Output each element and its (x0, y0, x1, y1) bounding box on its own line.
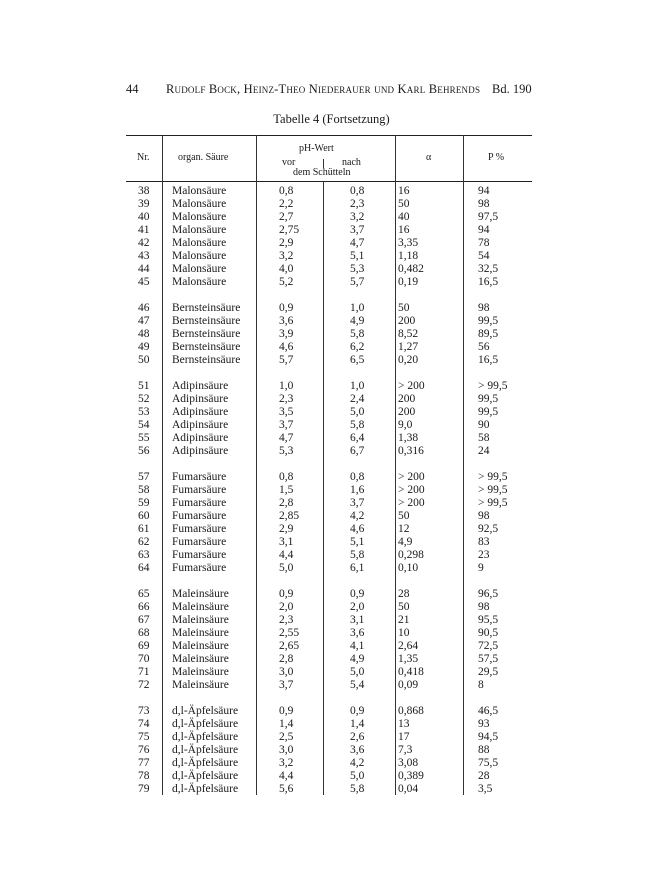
p-cell: 95,5 (478, 614, 499, 626)
ph-nach-cell: 5,1 (350, 250, 365, 262)
alpha-cell: 17 (398, 731, 410, 743)
alpha-cell: 0,19 (398, 276, 419, 288)
header-ph-group: pH-Wert (299, 143, 334, 154)
number-cell: 43 (138, 250, 150, 262)
ph-nach-cell: 3,6 (350, 744, 365, 756)
ph-vor-cell: 2,2 (279, 198, 294, 210)
ph-vor-cell: 0,9 (279, 588, 294, 600)
p-cell: 96,5 (478, 588, 499, 600)
acid-cell: Malonsäure (172, 237, 227, 249)
header-p: P % (488, 152, 505, 163)
alpha-cell: 16 (398, 224, 410, 236)
page-number: 44 (126, 82, 139, 96)
acid-cell: Fumarsäure (172, 536, 227, 548)
ph-nach-cell: 5,0 (350, 406, 365, 418)
number-cell: 56 (138, 445, 150, 457)
ph-nach-cell: 3,1 (350, 614, 365, 626)
acid-cell: d,l-Äpfelsäure (172, 718, 239, 730)
p-cell: 58 (478, 432, 490, 444)
p-cell: 83 (478, 536, 490, 548)
volume-label: Bd. 190 (492, 82, 532, 96)
p-cell: 99,5 (478, 393, 499, 405)
header-nr: Nr. (137, 152, 150, 163)
ph-vor-cell: 3,7 (279, 419, 294, 431)
alpha-cell: 0,20 (398, 354, 419, 366)
ph-nach-cell: 5,7 (350, 276, 365, 288)
alpha-cell: 0,418 (398, 666, 424, 678)
ph-nach-cell: 3,7 (350, 497, 365, 509)
number-cell: 66 (138, 601, 150, 613)
p-cell: 16,5 (478, 354, 499, 366)
p-cell: 99,5 (478, 406, 499, 418)
alpha-cell: 3,35 (398, 237, 419, 249)
p-cell: > 99,5 (478, 497, 508, 509)
acid-cell: Maleinsäure (172, 588, 229, 600)
alpha-cell: 13 (398, 718, 410, 730)
ph-vor-cell: 3,2 (279, 250, 294, 262)
acid-cell: Fumarsäure (172, 484, 227, 496)
number-cell: 79 (138, 783, 150, 795)
number-cell: 40 (138, 211, 150, 223)
number-cell: 69 (138, 640, 150, 652)
acid-cell: Adipinsäure (172, 419, 229, 431)
alpha-cell: 10 (398, 627, 410, 639)
number-cell: 52 (138, 393, 150, 405)
ph-vor-cell: 5,6 (279, 783, 294, 795)
ph-vor-cell: 1,0 (279, 380, 294, 392)
ph-nach-cell: 5,8 (350, 419, 365, 431)
number-cell: 41 (138, 224, 150, 236)
alpha-cell: > 200 (398, 380, 425, 392)
p-cell: 97,5 (478, 211, 499, 223)
alpha-cell: 9,0 (398, 419, 413, 431)
alpha-cell: 200 (398, 406, 416, 418)
column-divider (256, 135, 257, 795)
ph-vor-cell: 2,85 (279, 510, 300, 522)
p-cell: 28 (478, 770, 490, 782)
ph-vor-cell: 2,8 (279, 653, 294, 665)
acid-cell: Bernsteinsäure (172, 354, 241, 366)
alpha-cell: 50 (398, 601, 410, 613)
number-cell: 74 (138, 718, 150, 730)
p-cell: 89,5 (478, 328, 499, 340)
number-cell: 65 (138, 588, 150, 600)
ph-nach-cell: 3,6 (350, 627, 365, 639)
p-cell: 75,5 (478, 757, 499, 769)
number-cell: 38 (138, 185, 150, 197)
number-cell: 70 (138, 653, 150, 665)
number-cell: 68 (138, 627, 150, 639)
p-cell: 3,5 (478, 783, 493, 795)
number-cell: 67 (138, 614, 150, 626)
acid-cell: Maleinsäure (172, 679, 229, 691)
p-cell: 98 (478, 302, 490, 314)
ph-nach-cell: 6,5 (350, 354, 365, 366)
number-cell: 71 (138, 666, 150, 678)
p-cell: 23 (478, 549, 490, 561)
p-cell: 54 (478, 250, 490, 262)
header-acid: organ. Säure (178, 152, 229, 163)
ph-nach-cell: 6,1 (350, 562, 365, 574)
p-cell: 90,5 (478, 627, 499, 639)
acid-cell: Maleinsäure (172, 627, 229, 639)
number-cell: 54 (138, 419, 150, 431)
acid-cell: d,l-Äpfelsäure (172, 705, 239, 717)
acid-cell: Malonsäure (172, 185, 227, 197)
ph-vor-cell: 2,0 (279, 601, 294, 613)
alpha-cell: 0,298 (398, 549, 424, 561)
acid-cell: Malonsäure (172, 263, 227, 275)
number-cell: 53 (138, 406, 150, 418)
ph-nach-cell: 6,2 (350, 341, 365, 353)
ph-vor-cell: 2,3 (279, 393, 294, 405)
alpha-cell: 3,08 (398, 757, 419, 769)
number-cell: 62 (138, 536, 150, 548)
acid-cell: Malonsäure (172, 198, 227, 210)
number-cell: 57 (138, 471, 150, 483)
p-cell: 24 (478, 445, 490, 457)
alpha-cell: 0,04 (398, 783, 419, 795)
column-divider (395, 135, 396, 795)
ph-vor-cell: 2,3 (279, 614, 294, 626)
alpha-cell: 0,316 (398, 445, 424, 457)
number-cell: 47 (138, 315, 150, 327)
ph-vor-cell: 4,7 (279, 432, 294, 444)
number-cell: 72 (138, 679, 150, 691)
alpha-cell: 7,3 (398, 744, 413, 756)
acid-cell: Fumarsäure (172, 510, 227, 522)
alpha-cell: 2,64 (398, 640, 419, 652)
acid-cell: Maleinsäure (172, 601, 229, 613)
number-cell: 39 (138, 198, 150, 210)
acid-cell: Fumarsäure (172, 471, 227, 483)
ph-vor-cell: 3,1 (279, 536, 294, 548)
ph-vor-cell: 2,5 (279, 731, 294, 743)
acid-cell: Bernsteinsäure (172, 328, 241, 340)
ph-vor-cell: 1,4 (279, 718, 294, 730)
acid-cell: Fumarsäure (172, 497, 227, 509)
ph-nach-cell: 0,9 (350, 588, 365, 600)
ph-vor-cell: 5,3 (279, 445, 294, 457)
alpha-cell: 200 (398, 393, 416, 405)
number-cell: 61 (138, 523, 150, 535)
ph-vor-cell: 0,8 (279, 471, 294, 483)
acid-cell: d,l-Äpfelsäure (172, 731, 239, 743)
ph-vor-cell: 3,6 (279, 315, 294, 327)
ph-vor-cell: 2,9 (279, 237, 294, 249)
ph-nach-cell: 1,4 (350, 718, 365, 730)
header-alpha: α (426, 152, 432, 163)
p-cell: 46,5 (478, 705, 499, 717)
p-cell: 98 (478, 510, 490, 522)
p-cell: 98 (478, 601, 490, 613)
ph-nach-cell: 4,2 (350, 510, 365, 522)
p-cell: 93 (478, 718, 490, 730)
ph-nach-cell: 5,3 (350, 263, 365, 275)
acid-cell: Fumarsäure (172, 549, 227, 561)
ph-vor-cell: 4,4 (279, 770, 294, 782)
p-cell: 57,5 (478, 653, 499, 665)
number-cell: 76 (138, 744, 150, 756)
acid-cell: Fumarsäure (172, 562, 227, 574)
ph-nach-cell: 5,0 (350, 770, 365, 782)
ph-nach-cell: 5,8 (350, 328, 365, 340)
number-cell: 73 (138, 705, 150, 717)
p-cell: 99,5 (478, 315, 499, 327)
p-cell: 56 (478, 341, 490, 353)
ph-nach-cell: 5,8 (350, 783, 365, 795)
ph-vor-cell: 0,9 (279, 705, 294, 717)
alpha-cell: 50 (398, 302, 410, 314)
alpha-cell: 0,09 (398, 679, 419, 691)
number-cell: 48 (138, 328, 150, 340)
p-cell: 98 (478, 198, 490, 210)
alpha-cell: 1,38 (398, 432, 419, 444)
p-cell: 94 (478, 185, 490, 197)
acid-cell: Malonsäure (172, 276, 227, 288)
number-cell: 64 (138, 562, 150, 574)
ph-nach-cell: 2,3 (350, 198, 365, 210)
acid-cell: Adipinsäure (172, 380, 229, 392)
alpha-cell: 21 (398, 614, 410, 626)
number-cell: 77 (138, 757, 150, 769)
acid-cell: Malonsäure (172, 224, 227, 236)
p-cell: 94,5 (478, 731, 499, 743)
ph-vor-cell: 2,65 (279, 640, 300, 652)
acid-cell: Maleinsäure (172, 666, 229, 678)
ph-vor-cell: 2,75 (279, 224, 300, 236)
p-cell: 9 (478, 562, 484, 574)
table-top-rule (126, 135, 532, 136)
ph-vor-cell: 3,0 (279, 744, 294, 756)
p-cell: 32,5 (478, 263, 499, 275)
ph-vor-cell: 2,55 (279, 627, 300, 639)
ph-nach-cell: 4,9 (350, 653, 365, 665)
ph-nach-cell: 5,0 (350, 666, 365, 678)
table-header-rule (126, 181, 532, 182)
number-cell: 58 (138, 484, 150, 496)
ph-nach-cell: 0,9 (350, 705, 365, 717)
ph-vor-cell: 3,5 (279, 406, 294, 418)
p-cell: 8 (478, 679, 484, 691)
ph-vor-cell: 4,4 (279, 549, 294, 561)
alpha-cell: 1,27 (398, 341, 419, 353)
ph-vor-cell: 3,9 (279, 328, 294, 340)
alpha-cell: 0,868 (398, 705, 424, 717)
ph-nach-cell: 5,1 (350, 536, 365, 548)
ph-nach-cell: 4,6 (350, 523, 365, 535)
header-vor: vor (282, 157, 296, 168)
ph-nach-cell: 4,2 (350, 757, 365, 769)
ph-vor-cell: 3,0 (279, 666, 294, 678)
number-cell: 50 (138, 354, 150, 366)
alpha-cell: 16 (398, 185, 410, 197)
ph-nach-cell: 1,0 (350, 380, 365, 392)
p-cell: > 99,5 (478, 380, 508, 392)
alpha-cell: 0,482 (398, 263, 424, 275)
ph-vor-cell: 1,5 (279, 484, 294, 496)
number-cell: 59 (138, 497, 150, 509)
acid-cell: Malonsäure (172, 250, 227, 262)
ph-nach-cell: 1,6 (350, 484, 365, 496)
ph-vor-cell: 2,8 (279, 497, 294, 509)
acid-cell: Maleinsäure (172, 614, 229, 626)
ph-vor-cell: 0,9 (279, 302, 294, 314)
ph-vor-cell: 3,2 (279, 757, 294, 769)
alpha-cell: 0,10 (398, 562, 419, 574)
ph-vor-cell: 2,7 (279, 211, 294, 223)
alpha-cell: > 200 (398, 471, 425, 483)
number-cell: 49 (138, 341, 150, 353)
alpha-cell: 1,35 (398, 653, 419, 665)
ph-vor-cell: 5,7 (279, 354, 294, 366)
acid-cell: Bernsteinsäure (172, 302, 241, 314)
p-cell: 92,5 (478, 523, 499, 535)
p-cell: 90 (478, 419, 490, 431)
acid-cell: d,l-Äpfelsäure (172, 744, 239, 756)
ph-nach-cell: 6,4 (350, 432, 365, 444)
table-caption: Tabelle 4 (Fortsetzung) (273, 112, 390, 126)
ph-nach-cell: 3,7 (350, 224, 365, 236)
acid-cell: Maleinsäure (172, 653, 229, 665)
number-cell: 55 (138, 432, 150, 444)
p-cell: 94 (478, 224, 490, 236)
ph-vor-cell: 4,6 (279, 341, 294, 353)
number-cell: 75 (138, 731, 150, 743)
number-cell: 44 (138, 263, 150, 275)
header-dem-schuetteln: dem Schütteln (293, 167, 351, 178)
number-cell: 51 (138, 380, 150, 392)
alpha-cell: 200 (398, 315, 416, 327)
acid-cell: d,l-Äpfelsäure (172, 783, 239, 795)
number-cell: 63 (138, 549, 150, 561)
alpha-cell: 50 (398, 198, 410, 210)
ph-nach-cell: 1,0 (350, 302, 365, 314)
alpha-cell: 8,52 (398, 328, 419, 340)
ph-nach-cell: 0,8 (350, 471, 365, 483)
number-cell: 78 (138, 770, 150, 782)
number-cell: 45 (138, 276, 150, 288)
acid-cell: d,l-Äpfelsäure (172, 757, 239, 769)
acid-cell: Adipinsäure (172, 445, 229, 457)
ph-nach-cell: 3,2 (350, 211, 365, 223)
column-divider (162, 135, 163, 795)
header-nach: nach (342, 157, 361, 168)
p-cell: 16,5 (478, 276, 499, 288)
p-cell: 78 (478, 237, 490, 249)
number-cell: 42 (138, 237, 150, 249)
acid-cell: Bernsteinsäure (172, 341, 241, 353)
ph-vor-cell: 5,2 (279, 276, 294, 288)
ph-nach-cell: 4,7 (350, 237, 365, 249)
alpha-cell: 12 (398, 523, 410, 535)
column-divider (463, 135, 464, 795)
alpha-cell: > 200 (398, 484, 425, 496)
ph-nach-cell: 5,4 (350, 679, 365, 691)
p-cell: 72,5 (478, 640, 499, 652)
alpha-cell: 1,18 (398, 250, 419, 262)
ph-nach-cell: 4,1 (350, 640, 365, 652)
alpha-cell: 28 (398, 588, 410, 600)
alpha-cell: 50 (398, 510, 410, 522)
acid-cell: Fumarsäure (172, 523, 227, 535)
ph-nach-cell: 2,0 (350, 601, 365, 613)
ph-vor-cell: 4,0 (279, 263, 294, 275)
acid-cell: Malonsäure (172, 211, 227, 223)
number-cell: 60 (138, 510, 150, 522)
ph-vor-cell: 2,9 (279, 523, 294, 535)
ph-nach-cell: 5,8 (350, 549, 365, 561)
column-divider (323, 181, 324, 795)
acid-cell: Bernsteinsäure (172, 315, 241, 327)
p-cell: > 99,5 (478, 484, 508, 496)
p-cell: 88 (478, 744, 490, 756)
ph-nach-cell: 4,9 (350, 315, 365, 327)
alpha-cell: 40 (398, 211, 410, 223)
running-head: Rudolf Bock, Heinz-Theo Niederauer und Karl Behrends (166, 82, 481, 96)
ph-nach-cell: 2,4 (350, 393, 365, 405)
alpha-cell: 4,9 (398, 536, 413, 548)
number-cell: 46 (138, 302, 150, 314)
ph-vor-cell: 5,0 (279, 562, 294, 574)
p-cell: > 99,5 (478, 471, 508, 483)
alpha-cell: 0,389 (398, 770, 424, 782)
acid-cell: d,l-Äpfelsäure (172, 770, 239, 782)
acid-cell: Adipinsäure (172, 432, 229, 444)
ph-nach-cell: 2,6 (350, 731, 365, 743)
alpha-cell: > 200 (398, 497, 425, 509)
acid-cell: Maleinsäure (172, 640, 229, 652)
ph-nach-cell: 6,7 (350, 445, 365, 457)
ph-vor-cell: 0,8 (279, 185, 294, 197)
acid-cell: Adipinsäure (172, 406, 229, 418)
p-cell: 29,5 (478, 666, 499, 678)
ph-vor-cell: 3,7 (279, 679, 294, 691)
ph-nach-cell: 0,8 (350, 185, 365, 197)
acid-cell: Adipinsäure (172, 393, 229, 405)
